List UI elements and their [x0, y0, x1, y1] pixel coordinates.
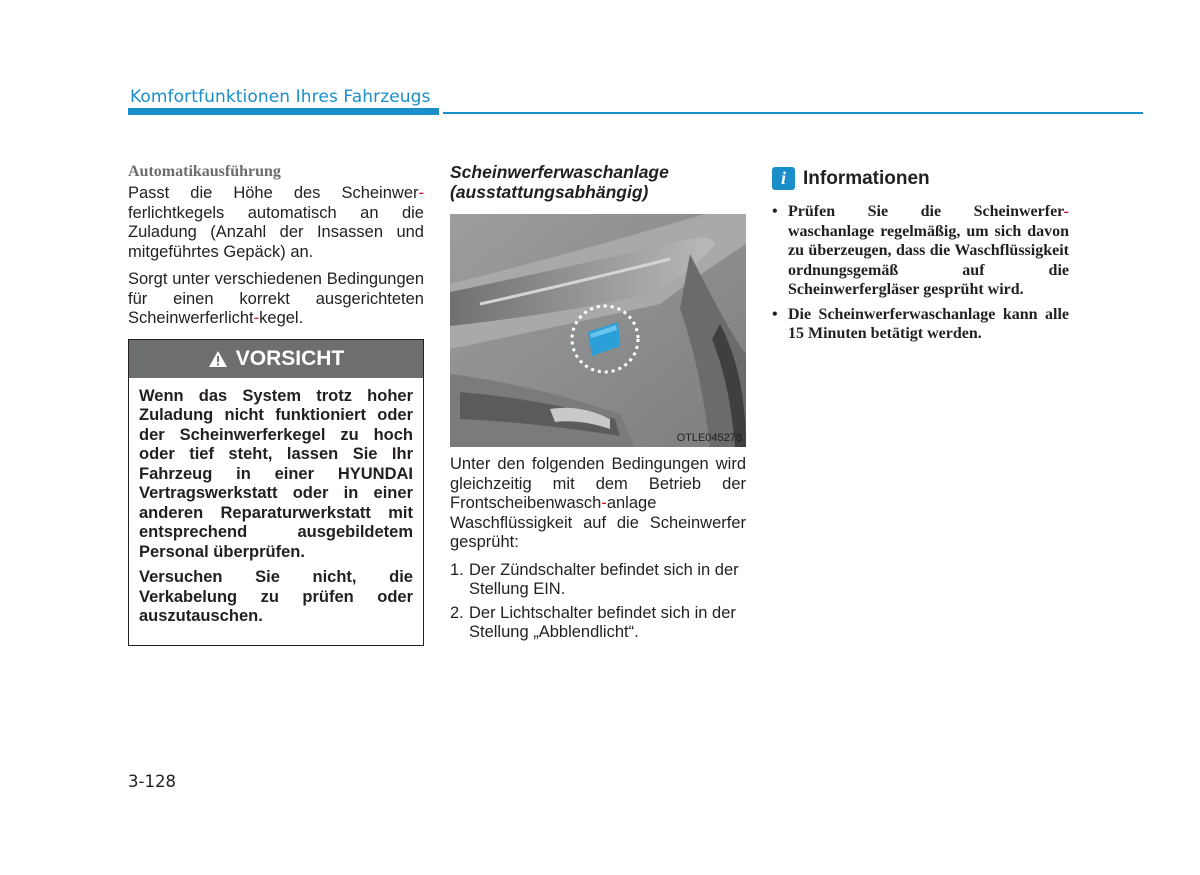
list-text: Der Zündschalter befindet sich in der Stellung EIN. [469, 560, 739, 598]
paragraph-automatic-1 [128, 184, 424, 262]
conditions-list [450, 561, 746, 643]
section-title-line1: Scheinwerferwaschanlage [450, 162, 669, 182]
caution-title: VORSICHT [235, 346, 345, 370]
info-bullet [772, 202, 1069, 300]
caution-header [129, 340, 423, 378]
para1-hyphen: - [418, 184, 424, 202]
headlamp-washer-figure [450, 214, 746, 447]
automatic-subheading: Automatikausführung [128, 163, 281, 180]
list-item [450, 604, 746, 643]
bullet1-hyphen: - [1063, 203, 1069, 220]
caution-text-2: Versuchen Sie nicht, die Verkabelung zu prüfen oder auszutauschen. [139, 568, 413, 625]
middle-column [450, 160, 746, 647]
bullet-dot: • [772, 203, 778, 220]
washer-rest: anlage Waschflüssigkeit auf die Scheinwerfer gesprüht: [450, 494, 746, 551]
section-title-line2: (ausstattungsabhängig) [450, 182, 649, 202]
chapter-title: Komfortfunktionen Ihres Fahrzeugs [130, 87, 431, 107]
info-icon: i [772, 167, 795, 190]
bullet2-text: Die Scheinwerferwaschanlage kann alle 15 Minuten betätigt werden. [788, 305, 1069, 342]
washer-text: Unter den folgenden Bedingungen wird gleichzeitig mit dem Betrieb der Frontscheibenwasch [450, 455, 746, 512]
para2-hyphen: - [253, 309, 260, 327]
para1-text: Passt die Höhe des Scheinwer [128, 184, 419, 202]
figure-label: OTLE045278 [676, 432, 742, 444]
page-number: 3-128 [128, 772, 176, 791]
caution-text-1: Wenn das System trotz hoher Zuladung nicht funktioniert oder der Scheinwerferkegel zu hoch oder tief steht, lassen Sie Ihr Fahrzeug in einer HYUNDAI Vertragswerkstatt oder in einer anderen Reparaturwerkstatt mit entsprechend ausgebildetem Personal überprüfen. [139, 386, 413, 561]
para2-text: Sorgt unter verschiedenen Bedingungen für einen korrekt ausgerichteten Scheinwerferlicht [128, 270, 424, 327]
caution-body [129, 378, 423, 645]
para2-rest: kegel. [259, 309, 304, 327]
list-item [450, 561, 746, 600]
warning-triangle-icon [208, 350, 228, 368]
washer-hyphen: - [601, 494, 607, 512]
washer-conditions-paragraph [450, 455, 746, 553]
para1-rest: ferlichtkegels automatisch an die Zuladung (Anzahl der Insassen und mitgeführtes Gepäck) an. [128, 203, 424, 261]
list-number: 1. [450, 560, 464, 579]
info-heading [772, 167, 1069, 190]
paragraph-automatic-2 [128, 270, 424, 329]
bullet1-text: Prüfen Sie die Scheinwerfer [788, 203, 1064, 220]
list-number: 2. [450, 603, 464, 622]
caution-box [128, 339, 424, 646]
header-rule-thin [443, 112, 1143, 114]
bullet-dot: • [772, 305, 778, 323]
info-title: Informationen [803, 167, 930, 189]
left-column [128, 160, 424, 646]
section-title [450, 162, 746, 202]
list-text: Der Lichtschalter befindet sich in der Stellung „Abblendlicht“. [469, 603, 736, 641]
right-column [772, 160, 1069, 349]
header-rule-thick [128, 108, 439, 115]
car-front-illustration [450, 214, 746, 447]
bullet1-rest: waschanlage regelmäßig, um sich davon zu überzeugen, dass die Waschflüssigkeit ordnungsgemäß auf die Scheinwerfergläser gesprüht wird. [788, 222, 1069, 298]
info-bullets [772, 202, 1069, 344]
info-bullet [772, 305, 1069, 344]
